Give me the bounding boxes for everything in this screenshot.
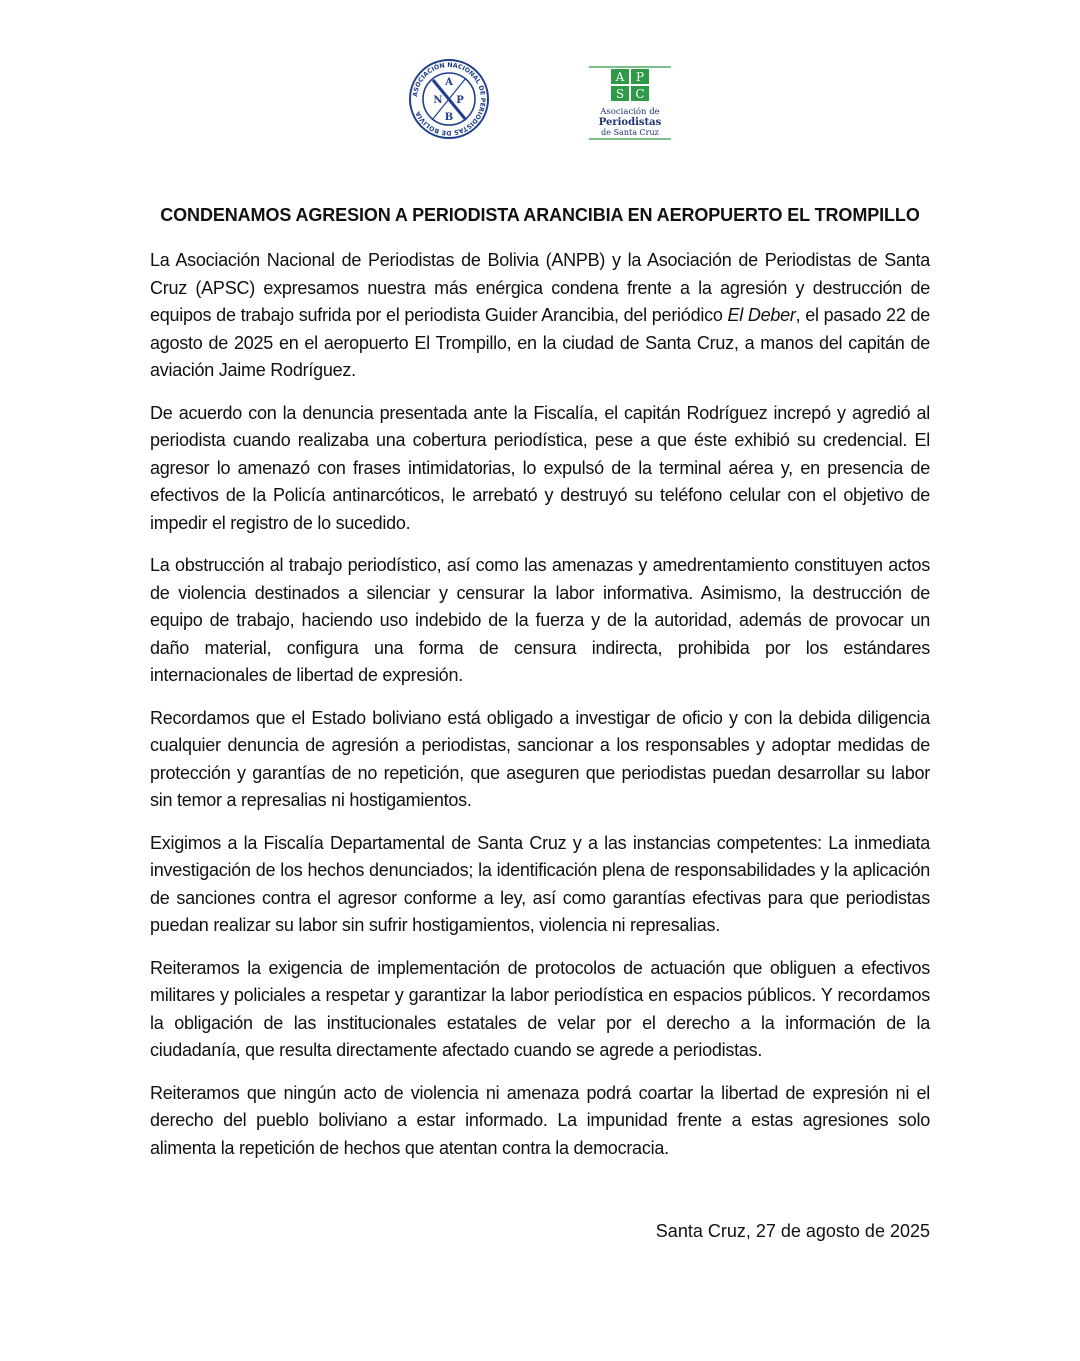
anpb-letter-n: N <box>433 95 443 106</box>
paragraph-1-part-a: La Asociación Nacional de Periodistas de Bolivia (ANPB) y la Asociación de Periodistas de Santa Cruz (APSC) expresamos nuestra más enérgica condena frente a la agresión y destrucción de equipos de trabajo sufrida por el periodista Guider Arancibia, del periódico <box>150 250 930 325</box>
apsc-letter-p: P <box>635 70 645 84</box>
paragraph-1 <box>150 247 930 385</box>
paragraph-5: Exigimos a la Fiscalía Departamental de Santa Cruz y a las instancias competentes: La inmediata investigación de los hechos denunciados; la identificación plena de responsabilidades y la aplicación de sanciones contra el agresor conforme a ley, así como garantías efectivas para que periodistas puedan realizar su labor sin sufrir hostigamientos, violencia ni represalias. <box>150 832 930 935</box>
statement-body <box>150 247 930 1177</box>
paragraph-2: De acuerdo con la denuncia presentada ante la Fiscalía, el capitán Rodríguez increpó y agredió al periodista cuando realizaba una cobertura periodística, pese a que éste exhibió su credencial. El agresor lo amenazó con frases intimidatorias, lo expulsó de la terminal aérea y, en presencia de efectivos de la Policía antinarcóticos, le arrebató y destruyó su teléfono celular con el objetivo de impedir el registro de lo sucedido. <box>150 402 930 533</box>
anpb-ring-text: ASOCIACIÓN NACIONAL DE PERIODISTAS DE BOLIVIA <box>412 61 487 137</box>
anpb-letter-a: A <box>445 77 453 88</box>
anpb-logo <box>408 58 490 140</box>
newspaper-name: El Deber <box>727 305 796 325</box>
paragraph-7: Reiteramos que ningún acto de violencia ni amenaza podrá coartar la libertad de expresión ni el derecho del pueblo boliviano a estar informado. La impunidad frente a estas agresiones solo alimenta la repetición de hechos que atentan contra la democracia. <box>150 1082 930 1158</box>
apsc-logo <box>587 64 673 144</box>
document-title: CONDENAMOS AGRESION A PERIODISTA ARANCIBIA EN AEROPUERTO EL TROMPILLO <box>160 205 920 225</box>
place-and-date: Santa Cruz, 27 de agosto de 2025 <box>655 1221 930 1241</box>
anpb-letter-b: B <box>444 112 454 123</box>
paragraph-4: Recordamos que el Estado boliviano está obligado a investigar de oficio y con la debida diligencia cualquier denuncia de agresión a periodistas, sancionar a los responsables y adoptar medidas de protección y garantías de no repetición, que aseguren que periodistas puedan desarrollar su labor sin temor a represalias ni hostigamientos. <box>150 707 930 810</box>
apsc-line3: de Santa Cruz <box>601 128 659 137</box>
apsc-letter-c: C <box>635 87 645 101</box>
apsc-line2: Periodistas <box>598 117 662 128</box>
paragraph-3: La obstrucción al trabajo periodístico, así como las amenazas y amedrentamiento constituyen actos de violencia destinados a silenciar y censurar la labor informativa. Asimismo, la destrucción de equipo de trabajo, haciendo uso indebido de la fuerza y de la autoridad, además de provocar un daño material, configura una forma de censura indirecta, prohibida por los estándares internacionales de libertad de expresión. <box>150 555 930 685</box>
apsc-letter-s: S <box>615 87 625 101</box>
logo-header <box>0 58 1080 148</box>
paragraph-6: Reiteramos la exigencia de implementación de protocolos de actuación que obliguen a efectivos militares y policiales a respetar y garantizar la labor periodística en espacios públicos. Y recordamos la obligación de las institucionales estatales de velar por el derecho a la información de la ciudadanía, que resulta directamente afectado cuando se agrede a periodistas. <box>150 957 930 1060</box>
apsc-line1: Asociación de <box>600 107 660 117</box>
paragraph-1-part-b: , el pasado 22 de agosto de 2025 en el aeropuerto El Trompillo, en la ciudad de Santa Cruz, a manos del capitán de aviación Jaime Rodríguez. <box>150 305 930 380</box>
apsc-letter-a: A <box>615 70 625 84</box>
anpb-letter-p: P <box>456 95 464 106</box>
